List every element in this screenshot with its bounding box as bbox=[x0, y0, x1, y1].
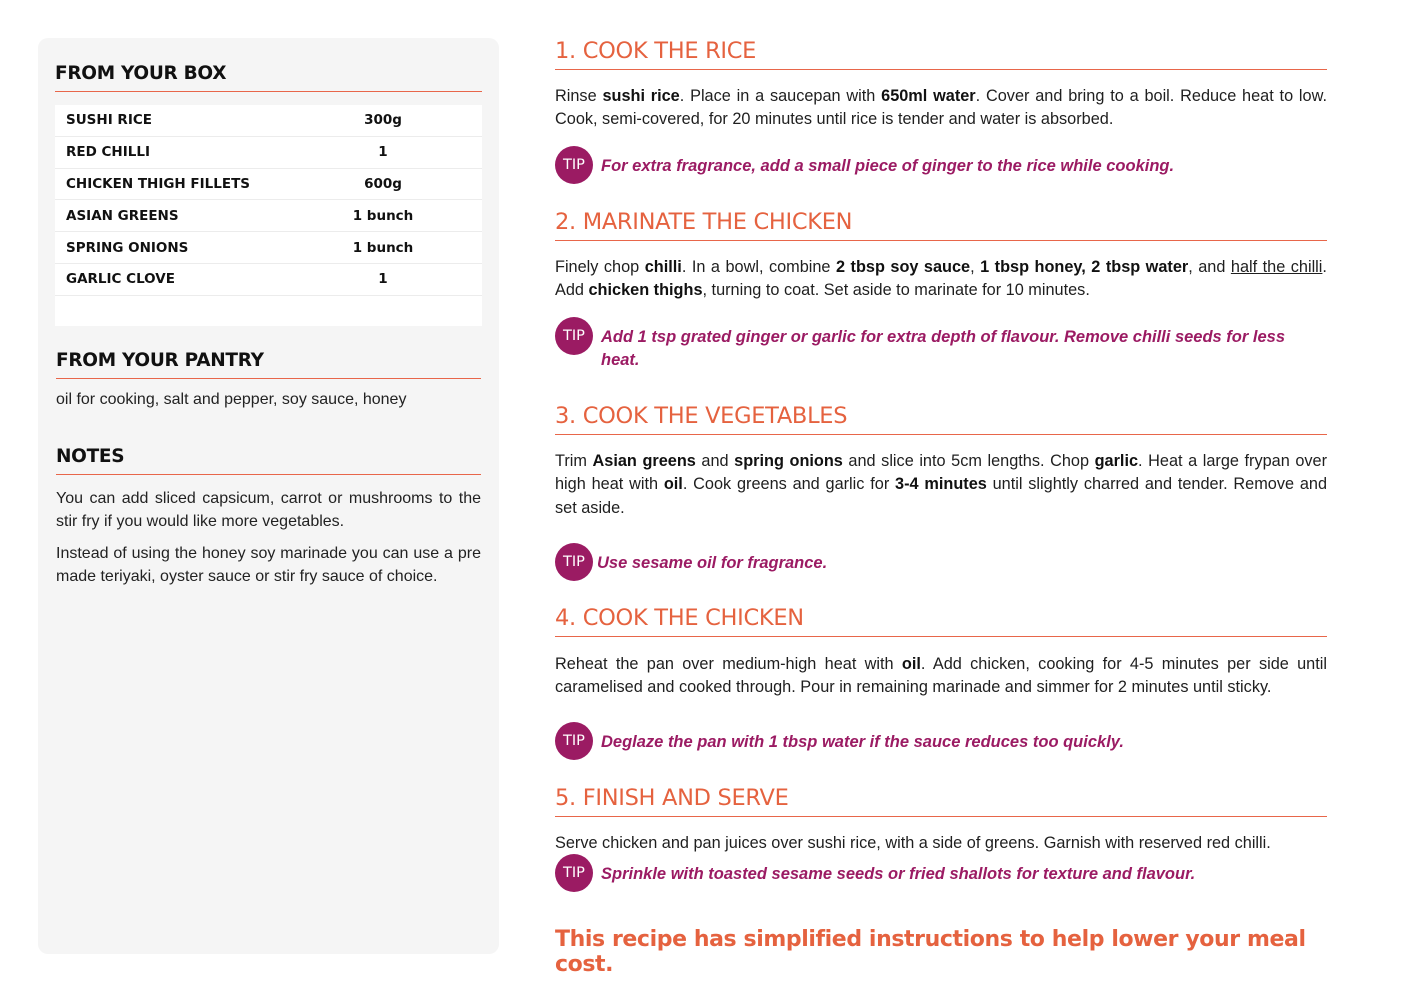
instruction-text: until slightly charred and tender. Remove and set aside. bbox=[555, 475, 1328, 517]
instruction-text: . Add bbox=[555, 258, 1327, 300]
tip-badge: TIP bbox=[555, 317, 593, 355]
instruction-text: . Cook greens and garlic for bbox=[682, 475, 896, 494]
tip-badge: TIP bbox=[555, 543, 593, 581]
instruction-text: Serve chicken and pan juices over sushi rice, with a side of greens. Garnish with reserved red chilli. bbox=[555, 834, 1271, 852]
bold-ingredient: 2 tbsp soy sauce bbox=[835, 258, 971, 276]
instruction-text: . Cover and bring to a boil. Reduce heat to low. Cook, semi-covered, for 20 minutes until rice is tender and water is absorbed. bbox=[555, 87, 1327, 129]
tip-text: Deglaze the pan with 1 tbsp water if the sauce reduces too quickly. bbox=[601, 733, 1124, 751]
notes-paragraph: You can add sliced capsicum, carrot or mushrooms to the stir fry if you would like more vegetables. bbox=[56, 490, 481, 531]
instruction-text: Reheat the pan over medium-high heat with bbox=[555, 655, 902, 673]
bold-ingredient: chilli bbox=[644, 258, 682, 276]
ingredient-qty: 1 bbox=[378, 271, 388, 288]
simplified-recipe-note: This recipe has simplified instructions to help lower your meal cost. bbox=[555, 927, 1306, 977]
underlined-text: half the chilli bbox=[1230, 258, 1323, 276]
instruction-text: Trim bbox=[555, 452, 593, 470]
bold-ingredient: oil bbox=[901, 655, 921, 673]
instruction-text: Rinse bbox=[555, 87, 603, 105]
instruction-text: , bbox=[970, 258, 981, 276]
step-instructions bbox=[555, 450, 1327, 520]
notes-paragraph: Instead of using the honey soy marinade you can use a pre made teriyaki, oyster sauce or stir fry sauce of choice. bbox=[56, 545, 481, 586]
ingredients-table bbox=[55, 105, 482, 326]
ingredient-qty: 600g bbox=[364, 175, 402, 192]
bold-ingredient: Asian greens bbox=[592, 452, 696, 470]
ingredient-name: CHICKEN THIGH FILLETS bbox=[66, 175, 251, 192]
instruction-text: . Add chicken, cooking for 4-5 minutes per side until caramelised and cooked through. Pour in remaining marinade and simmer for 2 minutes until sticky. bbox=[555, 655, 1327, 697]
bold-ingredient: 650ml water bbox=[881, 87, 976, 105]
bold-ingredient: 1 tbsp honey, 2 tbsp water bbox=[980, 258, 1189, 276]
table-row bbox=[55, 232, 482, 264]
ingredient-name: GARLIC CLOVE bbox=[66, 271, 175, 288]
from-your-pantry-heading: FROM YOUR PANTRY bbox=[56, 350, 481, 379]
table-row bbox=[55, 200, 482, 232]
ingredient-name: ASIAN GREENS bbox=[66, 207, 179, 224]
notes-heading: NOTES bbox=[56, 446, 481, 475]
instruction-text: . In a bowl, combine bbox=[681, 258, 836, 276]
pantry-list: oil for cooking, salt and pepper, soy sauce, honey bbox=[56, 391, 407, 408]
table-row bbox=[55, 264, 482, 296]
instruction-text: . Place in a saucepan with bbox=[679, 87, 882, 105]
step-title: 1. COOK THE RICE bbox=[555, 38, 1327, 70]
table-row bbox=[55, 169, 482, 201]
bold-ingredient: sushi rice bbox=[602, 87, 680, 105]
bold-ingredient: garlic bbox=[1094, 452, 1139, 470]
tip-badge: TIP bbox=[555, 854, 593, 892]
ingredient-qty: 300g bbox=[364, 112, 402, 129]
step-title: 4. COOK THE CHICKEN bbox=[555, 605, 1327, 637]
tip-badge: TIP bbox=[555, 722, 593, 760]
instruction-text: , turning to coat. Set aside to marinate for 10 minutes. bbox=[702, 281, 1090, 300]
ingredient-qty: 1 bbox=[378, 144, 388, 161]
tip-text: Use sesame oil for fragrance. bbox=[597, 554, 828, 572]
ingredient-name: SPRING ONIONS bbox=[66, 239, 189, 256]
step-instructions bbox=[555, 653, 1327, 700]
step-title: 3. COOK THE VEGETABLES bbox=[555, 403, 1327, 435]
ingredient-qty: 1 bunch bbox=[352, 239, 414, 256]
ingredient-qty: 1 bunch bbox=[352, 207, 414, 224]
tip-badge: TIP bbox=[555, 146, 593, 184]
step-instructions bbox=[555, 832, 1327, 855]
step-instructions bbox=[555, 85, 1327, 132]
tip-text: For extra fragrance, add a small piece of ginger to the rice while cooking. bbox=[601, 157, 1175, 175]
step-title: 5. FINISH AND SERVE bbox=[555, 785, 1327, 817]
bold-ingredient: spring onions bbox=[734, 452, 843, 470]
bold-ingredient: chicken thighs bbox=[588, 281, 703, 300]
step-title: 2. MARINATE THE CHICKEN bbox=[555, 209, 1327, 241]
instruction-text: Finely chop bbox=[555, 258, 645, 276]
instruction-text: , and bbox=[1188, 258, 1231, 276]
bold-ingredient: 3-4 minutes bbox=[895, 475, 987, 494]
ingredients-panel bbox=[38, 38, 499, 954]
bold-ingredient: oil bbox=[663, 475, 683, 494]
ingredient-name: SUSHI RICE bbox=[66, 112, 152, 129]
from-your-box-heading: FROM YOUR BOX bbox=[55, 63, 482, 92]
tip-text: Add 1 tsp grated ginger or garlic for extra depth of flavour. Remove chilli seeds for less heat. bbox=[601, 328, 1286, 370]
ingredient-name: RED CHILLI bbox=[66, 144, 150, 161]
table-row bbox=[55, 105, 482, 137]
table-row bbox=[55, 137, 482, 169]
instruction-text: . Heat a large frypan over high heat with bbox=[555, 452, 1328, 494]
instruction-text: and slice into 5cm lengths. Chop bbox=[842, 452, 1095, 470]
step-instructions bbox=[555, 256, 1327, 303]
instruction-text: and bbox=[695, 452, 735, 470]
tip-text: Sprinkle with toasted sesame seeds or fried shallots for texture and flavour. bbox=[601, 865, 1196, 883]
